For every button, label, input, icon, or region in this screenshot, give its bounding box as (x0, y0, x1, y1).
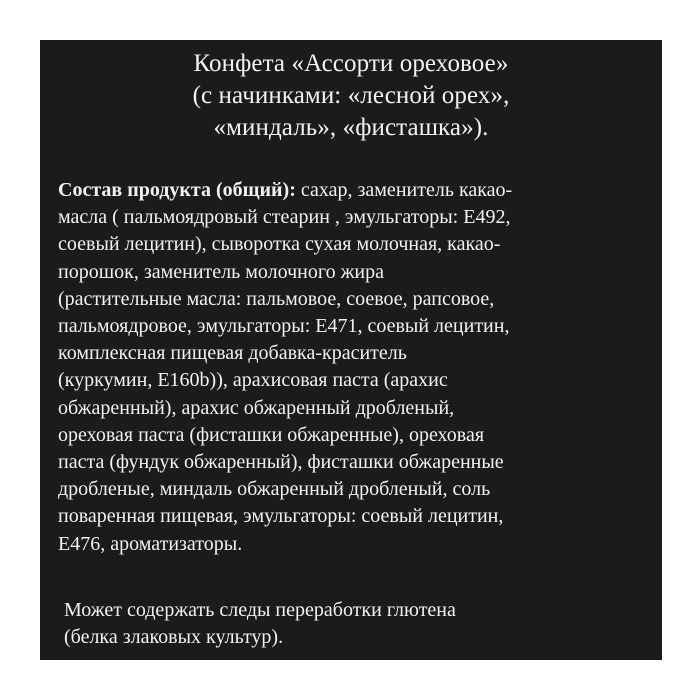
allergen-note-line: (белка злаковых культур). (64, 626, 284, 648)
ingredients-text (58, 177, 658, 558)
ingredients-line: дробленые, миндаль обжаренный дробленый, соль (58, 478, 491, 501)
ingredients-line: порошок, заменитель молочного жира (58, 260, 384, 283)
ingredients-line: поваренная пищевая, эмульгаторы: соевый лецитин, (58, 505, 504, 528)
product-title (40, 48, 662, 144)
ingredients-line: масла ( пальмоядровый стеарин , эмульгаторы: Е492, (58, 206, 511, 229)
ingredients-line: Е476, ароматизаторы. (58, 532, 243, 555)
ingredients-line: обжаренный), арахис обжаренный дробленый, (58, 396, 455, 419)
ingredients-heading: Состав продукта (общий): (58, 179, 296, 201)
ingredients-line: сахар, заменитель какао- (295, 179, 513, 201)
ingredients-line: комплексная пищевая добавка-краситель (58, 342, 407, 365)
title-line: «миндаль», «фисташка»). (213, 114, 489, 141)
ingredients-line: соевый лецитин), сыворотка сухая молочная, какао- (58, 233, 501, 256)
allergen-note (64, 597, 654, 651)
product-label-card (40, 40, 662, 660)
ingredients-line: (растительные масла: пальмовое, соевое, рапсовое, (58, 287, 495, 310)
title-line: (с начинками: «лесной орех», (192, 82, 510, 109)
allergen-note-line: Может содержать следы переработки глютена (64, 599, 456, 621)
ingredients-line: ореховая паста (фисташки обжаренные), ореховая (58, 423, 485, 446)
title-line: Конфета «Ассорти ореховое» (193, 50, 509, 77)
ingredients-line: паста (фундук обжаренный), фисташки обжаренные (58, 451, 504, 474)
ingredients-first-line (58, 177, 658, 204)
ingredients-line: пальмоядровое, эмульгаторы: Е471, соевый лецитин, (58, 315, 510, 338)
ingredients-line: (куркумин, Е160b)), арахисовая паста (арахис (58, 369, 448, 392)
